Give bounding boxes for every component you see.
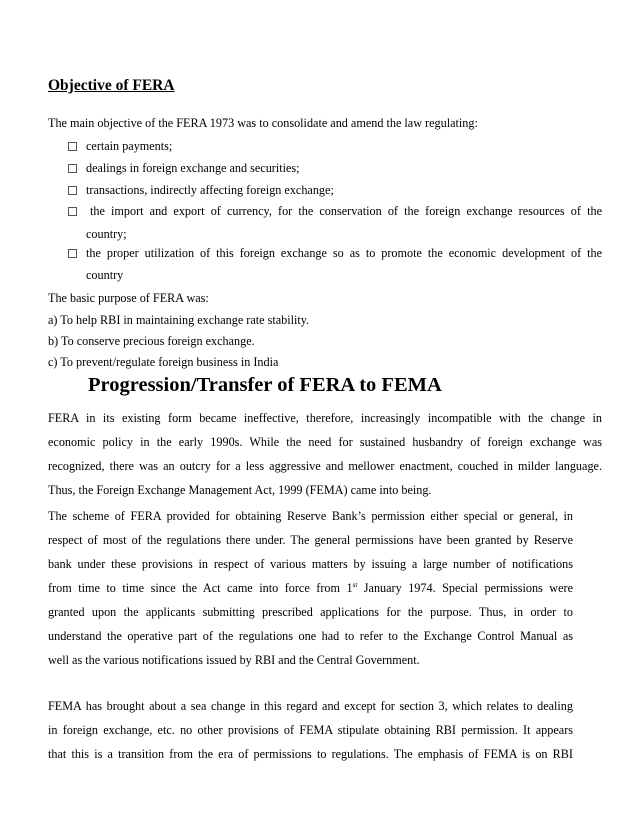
- purpose-item: a) To help RBI in maintaining exchange rate stability.: [48, 313, 310, 327]
- bullet-square-icon: [68, 164, 77, 173]
- bullet-item: transactions, indirectly affecting foreign exchange;: [86, 183, 334, 197]
- bullet-item-continued: country;: [86, 227, 127, 241]
- intro-text: The main objective of the FERA 1973 was to consolidate and amend the law regulating:: [48, 116, 478, 130]
- paragraph-line: granted upon the applicants submitting prescribed applications for the purpose. Thus, in order to: [48, 605, 573, 619]
- bullet-square-icon: [68, 186, 77, 195]
- paragraph-line: bank under these provisions in respect of various matters by issuing a large number of notifications: [48, 557, 573, 571]
- paragraph-line: that this is a transition from the era of permissions to regulations. The emphasis of FEMA is on RBI: [48, 747, 573, 761]
- paragraph-line: FEMA has brought about a sea change in this regard and except for section 3, which relates to dealing: [48, 699, 573, 713]
- paragraph-line: economic policy in the early 1990s. While the need for sustained husbandry of foreign exchange was: [48, 435, 602, 449]
- paragraph-line: recognized, there was an outcry for a less aggressive and mellower enactment, couched in milder language.: [48, 459, 602, 473]
- bullet-square-icon: [68, 249, 77, 258]
- purpose-item: c) To prevent/regulate foreign business in India: [48, 355, 279, 369]
- bullet-item: the import and export of currency, for the conservation of the foreign exchange resources of the: [90, 204, 602, 218]
- bullet-item: the proper utilization of this foreign exchange so as to promote the economic development of the: [86, 246, 602, 260]
- heading-progression-transfer: Progression/Transfer of FERA to FEMA: [88, 374, 442, 396]
- bullet-square-icon: [68, 207, 77, 216]
- bullet-item-continued: country: [86, 268, 124, 282]
- paragraph-line: in foreign exchange, etc. no other provisions of FEMA stipulate obtaining RBI permission. It appears: [48, 723, 573, 737]
- purpose-text: The basic purpose of FERA was:: [48, 291, 209, 305]
- paragraph-line: respect of most of the regulations there under. The general permissions have been granted by Reserve: [48, 533, 573, 547]
- paragraph-line: well as the various notifications issued by RBI and the Central Government.: [48, 653, 420, 667]
- bullet-square-icon: [68, 142, 77, 151]
- paragraph-line: The scheme of FERA provided for obtaining Reserve Bank’s permission either special or general, in: [48, 509, 573, 523]
- paragraph-line: FERA in its existing form became ineffective, therefore, increasingly incompatible with the change in: [48, 411, 602, 425]
- heading-objective-of-fera: Objective of FERA: [48, 77, 175, 94]
- bullet-item: dealings in foreign exchange and securities;: [86, 161, 300, 175]
- paragraph-line: understand the operative part of the regulations one had to refer to the Exchange Control Manual as: [48, 629, 573, 643]
- purpose-item: b) To conserve precious foreign exchange.: [48, 334, 255, 348]
- paragraph-line: Thus, the Foreign Exchange Management Act, 1999 (FEMA) came into being.: [48, 483, 432, 497]
- paragraph-line: from time to time since the Act came into force from 1st January 1974. Special permissions were: [48, 581, 573, 595]
- bullet-item: certain payments;: [86, 139, 173, 153]
